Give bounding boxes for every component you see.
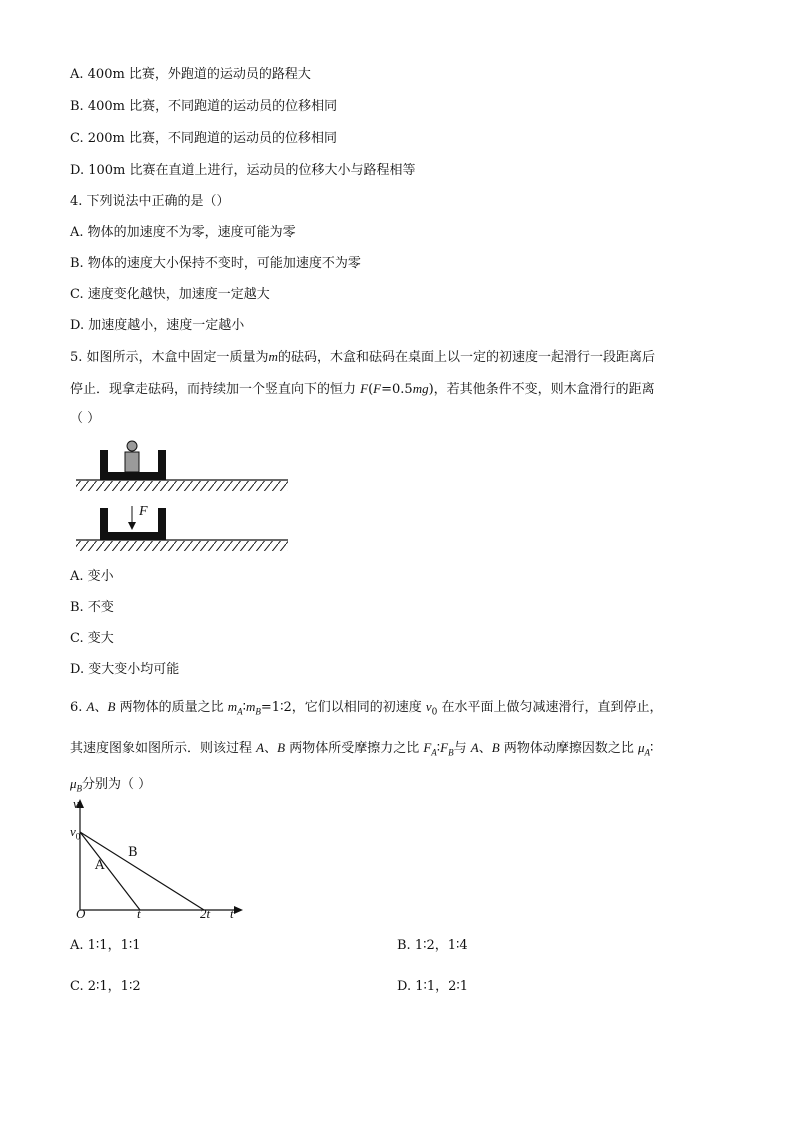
tick-t-label: t <box>137 906 141 921</box>
q5-stem-line3: （ ） <box>70 411 101 426</box>
q5-option-d: D. 变大变小均可能 <box>70 662 180 677</box>
q4-option-d: D. 加速度越小，速度一定越小 <box>70 318 245 333</box>
q3-option-b: B. 400m 比赛，不同跑道的运动员的位移相同 <box>70 99 338 114</box>
box-with-weight <box>100 441 166 480</box>
t-axis-label: t <box>230 906 234 921</box>
q3-option-a: A. 400m 比赛，外跑道的运动员的路程大 <box>70 67 311 82</box>
q4-option-a: A. 物体的加速度不为零，速度可能为零 <box>70 225 296 240</box>
q6-option-b: B. 1∶2，1∶4 <box>397 938 468 953</box>
q3-option-d: D. 100m 比赛在直道上进行，运动员的位移大小与路程相等 <box>70 163 416 178</box>
tick-2t-label: 2t <box>200 906 211 921</box>
q5-option-a: A. 变小 <box>70 569 114 584</box>
line-a <box>80 832 140 910</box>
origin-label: O <box>76 906 86 921</box>
q5-option-b: B. 不变 <box>70 600 114 615</box>
q6-stem-line3: $\mu_B$分别为（ ） <box>70 776 152 794</box>
q6-stem-line2: 其速度图象如图所示．则该过程 A、B 两物体所受摩擦力之比 $F_A∶F_B$与 A、B 两物体动摩擦因数之比 $\mu_A∶$ <box>70 740 654 758</box>
q6-option-a: A. 1∶1，1∶1 <box>70 938 141 953</box>
q6-stem-line1: 6. A、B 两物体的质量之比 $m_A∶m_B=1∶2$，它们以相同的初速度 $v_0$ 在水平面上做匀减速滑行，直到停止， <box>70 699 663 718</box>
box-with-force <box>100 506 166 540</box>
q6-option-c: C. 2∶1，1∶2 <box>70 979 141 994</box>
q5-stem-line2: 停止．现拿走砝码，而持续加一个竖直向下的恒力 F(F=0.5mg)，若其他条件不变，则木盒滑行的距离 <box>70 381 655 397</box>
q5-stem-line1: 5. 如图所示，木盒中固定一质量为m的砝码，木盒和砝码在桌面上以一定的初速度一起滑行一段距离后 <box>70 349 655 365</box>
q4-option-c: C. 速度变化越快，加速度一定越大 <box>70 287 270 302</box>
q5-option-c: C. 变大 <box>70 631 114 646</box>
q4-option-b: B. 物体的速度大小保持不变时，可能加速度不为零 <box>70 256 361 271</box>
q6-option-d: D. 1∶1，2∶1 <box>397 979 469 994</box>
q4-stem: 4. 下列说法中正确的是（） <box>70 194 230 209</box>
line-b-label: B <box>128 845 138 860</box>
line-a-label: A <box>95 858 105 873</box>
v-axis-label: v <box>73 796 79 811</box>
box-figure <box>70 434 295 554</box>
q3-option-c: C. 200m 比赛，不同跑道的运动员的位移相同 <box>70 131 338 146</box>
force-label: F <box>139 504 148 519</box>
v0-label: $v_0$ <box>70 824 81 842</box>
